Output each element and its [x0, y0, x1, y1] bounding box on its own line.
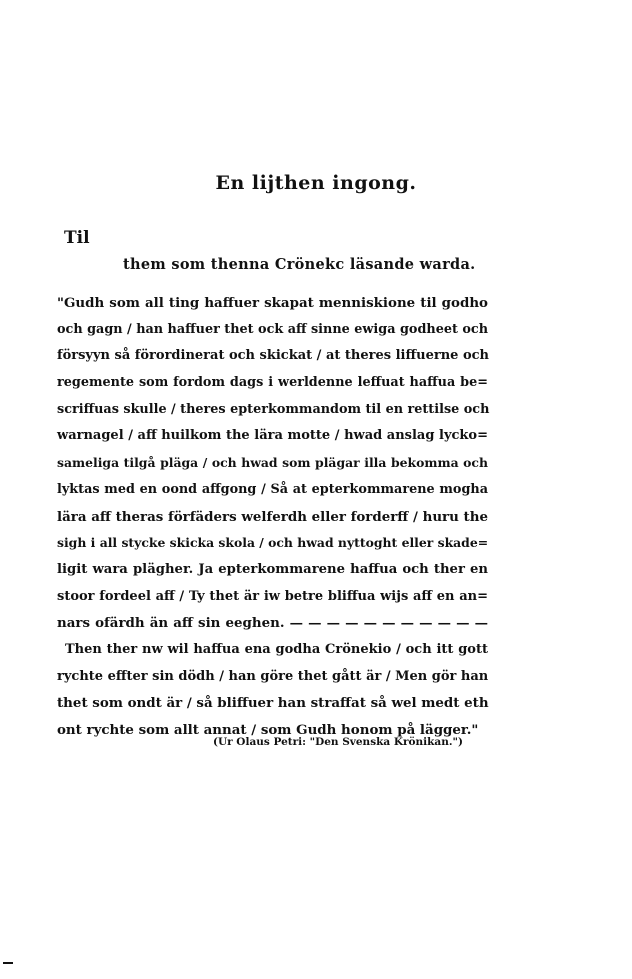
text-line: "Gudh som all ting haffuer skapat menniskione til godho [57, 295, 488, 311]
text-line: sameliga tilgå pläga / och hwad som plägar illa bekomma och [57, 455, 488, 471]
text-line: och gagn / han haffuer thet ock aff sinne ewiga godheet och [57, 321, 488, 337]
text-line: warnagel / aff huilkom the lära motte / hwad anslag lycko= [57, 428, 488, 444]
text-line: scriffuas skulle / theres epterkommandom til en rettilse och [57, 401, 490, 417]
text-line: rychte effter sin dödh / han göre thet gått är / Men gör han [57, 668, 489, 684]
dedication-line: them som thenna Crönekc läsande warda. [123, 256, 476, 273]
text-line: regemente som fordom dags i werldenne leffuat haffua be= [57, 375, 488, 391]
page-title: En lijthen ingong. [215, 172, 417, 194]
salutation: Til [64, 228, 90, 248]
text-line: thet som ondt är / så bliffuer han straffat så wel medt eth [57, 695, 489, 712]
source-citation: (Ur Olaus Petri: "Den Svenska Krönikan.") [213, 736, 463, 748]
text-line: lära aff theras förfäders welferdh eller forderff / huru the [57, 508, 488, 525]
text-line: ligit wara plägher. Ja epterkommarene haffua och ther en [57, 561, 488, 577]
quotation-body [57, 290, 488, 744]
text-line: stoor fordeel aff / Ty thet är iw betre bliffua wijs aff en an= [57, 588, 488, 604]
text-line: ont rychte som allt annat / som Gudh honom på lägger." [57, 722, 479, 738]
text-line: försyyn så förordinerat och skickat / at theres liffuerne och [57, 348, 490, 364]
text-line: Then ther nw wil haffua ena godha Crönekio / och itt gott [65, 641, 488, 657]
text-line: sigh i all stycke skicka skola / och hwad nyttoght eller skade= [57, 535, 489, 551]
text-line: lyktas med en oond affgong / Så at epterkommarene mogha [57, 481, 488, 497]
text-line: nars ofärdh än aff sin eeghen. — — — — — — — — — — — [57, 615, 488, 632]
scan-mark [3, 962, 13, 964]
